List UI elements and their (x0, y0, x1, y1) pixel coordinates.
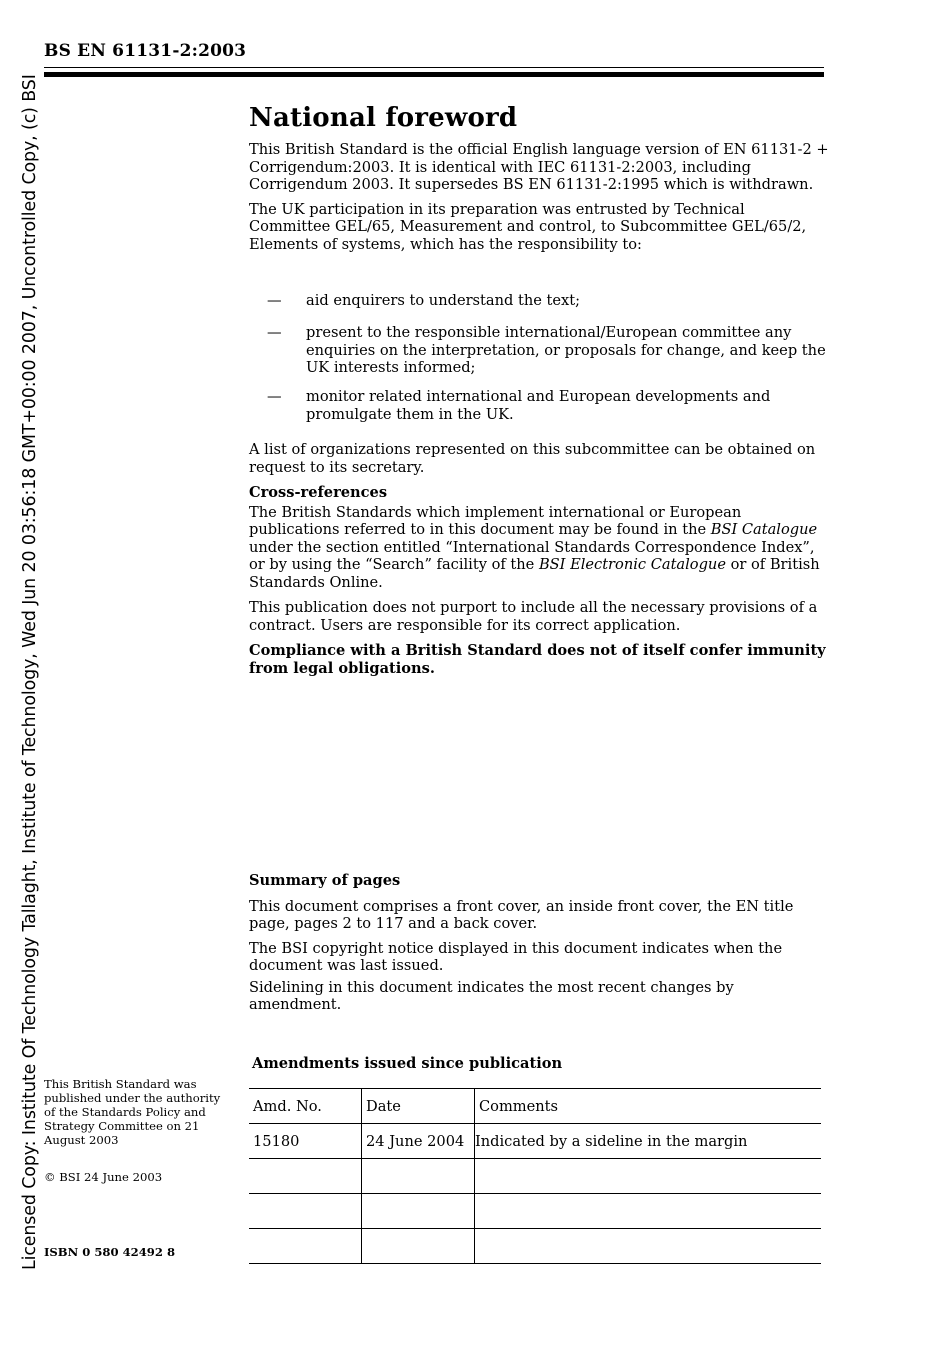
foreword-paragraph-4: This publication does not purport to include all the necessary provisions of a contract. Users are responsible for its correct application. (249, 599, 818, 634)
amendments-title: Amendments issued since publication (252, 1055, 563, 1072)
cross-references-heading: Cross-references (249, 484, 388, 501)
foreword-paragraph-2: The UK participation in its preparation was entrusted by Technical Committee GEL/65, Measurement and control, to Subcommittee GEL/65/2, Elements of systems, which has the responsibility to: (249, 200, 807, 253)
table-cell: 15180 (249, 1124, 362, 1159)
table-cell: Indicated by a sideline in the margin (475, 1124, 822, 1159)
document-id: BS EN 61131-2:2003 (44, 41, 247, 61)
bsi-electronic-catalogue-title: BSI Electronic Catalogue (538, 556, 726, 573)
list-item-text: present to the responsible international/European committee any enquiries on the interpretation, or proposals for change, and keep the UK interests informed; (306, 324, 826, 376)
table-row (249, 1159, 821, 1194)
column-header-comments: Comments (475, 1089, 822, 1124)
cross-references-paragraph: The British Standards which implement international or European publications referred to in this document may be found in the BSI Catalogue under the section entitled “International Standards Correspondence Index”, or by using the “Search” facility of the BSI Electronic Catalogue or of British Standards Online. (249, 503, 820, 591)
table-cell (362, 1229, 475, 1264)
foreword-paragraph-3: A list of organizations represented on this subcommittee can be obtained on request to its secretary. (249, 441, 816, 476)
bullet-dash: — (267, 324, 282, 341)
header-rule-thick (44, 72, 824, 77)
foreword-body-bottom (249, 441, 829, 677)
summary-paragraph-2: The BSI copyright notice displayed in this document indicates when the document was last issued. (249, 939, 783, 974)
table-header-row (249, 1089, 821, 1124)
foreword-paragraph-1: This British Standard is the official English language version of EN 61131-2 + Corrigendum:2003. It is identical with IEC 61131-2:2003, including Corrigendum 2003. It supersedes BS EN 61131-2:1995 which is withdrawn. (249, 141, 829, 193)
table-cell (249, 1194, 362, 1229)
header-rule-thin (44, 67, 824, 68)
table-cell (249, 1229, 362, 1264)
amendments-table (249, 1088, 821, 1264)
table-row (249, 1229, 821, 1264)
isbn: ISBN 0 580 42492 8 (44, 1245, 176, 1259)
summary-heading: Summary of pages (249, 872, 401, 889)
publication-note: This British Standard was published under the authority of the Standards Policy and Strategy Committee on 21 August 2003 (44, 1077, 221, 1147)
column-header-date: Date (362, 1089, 475, 1124)
summary-section (249, 872, 829, 1014)
foreword-body-top (249, 141, 829, 253)
summary-paragraph-3: Sidelining in this document indicates the most recent changes by amendment. (249, 978, 734, 1013)
bullet-dash: — (267, 388, 282, 405)
list-item-text: aid enquirers to understand the text; (306, 292, 581, 309)
page-title: National foreword (249, 103, 518, 133)
table-cell (362, 1159, 475, 1194)
copyright-notice: © BSI 24 June 2003 (44, 1170, 163, 1184)
table-row (249, 1194, 821, 1229)
list-item-text: monitor related international and European developments and promulgate them in the UK. (306, 388, 771, 423)
compliance-statement: Compliance with a British Standard does not of itself confer immunity from legal obligations. (249, 642, 826, 677)
table-cell (475, 1194, 822, 1229)
table-cell (249, 1159, 362, 1194)
table-cell: 24 June 2004 (362, 1124, 475, 1159)
summary-paragraph-1: This document comprises a front cover, an inside front cover, the EN title page, pages 2 to 117 and a back cover. (249, 897, 794, 932)
bsi-catalogue-title: BSI Catalogue (710, 521, 818, 538)
table-cell (362, 1194, 475, 1229)
table-cell (475, 1159, 822, 1194)
bullet-dash: — (267, 292, 282, 309)
license-watermark: Licensed Copy: Institute Of Technology Tallaght, Institute of Technology, Wed Jun 20 03:56:18 GMT+00:00 2007, Uncontrolled Copy, (c) BSI (20, 74, 40, 1270)
table-cell (475, 1229, 822, 1264)
column-header-amd-no: Amd. No. (249, 1089, 362, 1124)
table-row (249, 1124, 821, 1159)
